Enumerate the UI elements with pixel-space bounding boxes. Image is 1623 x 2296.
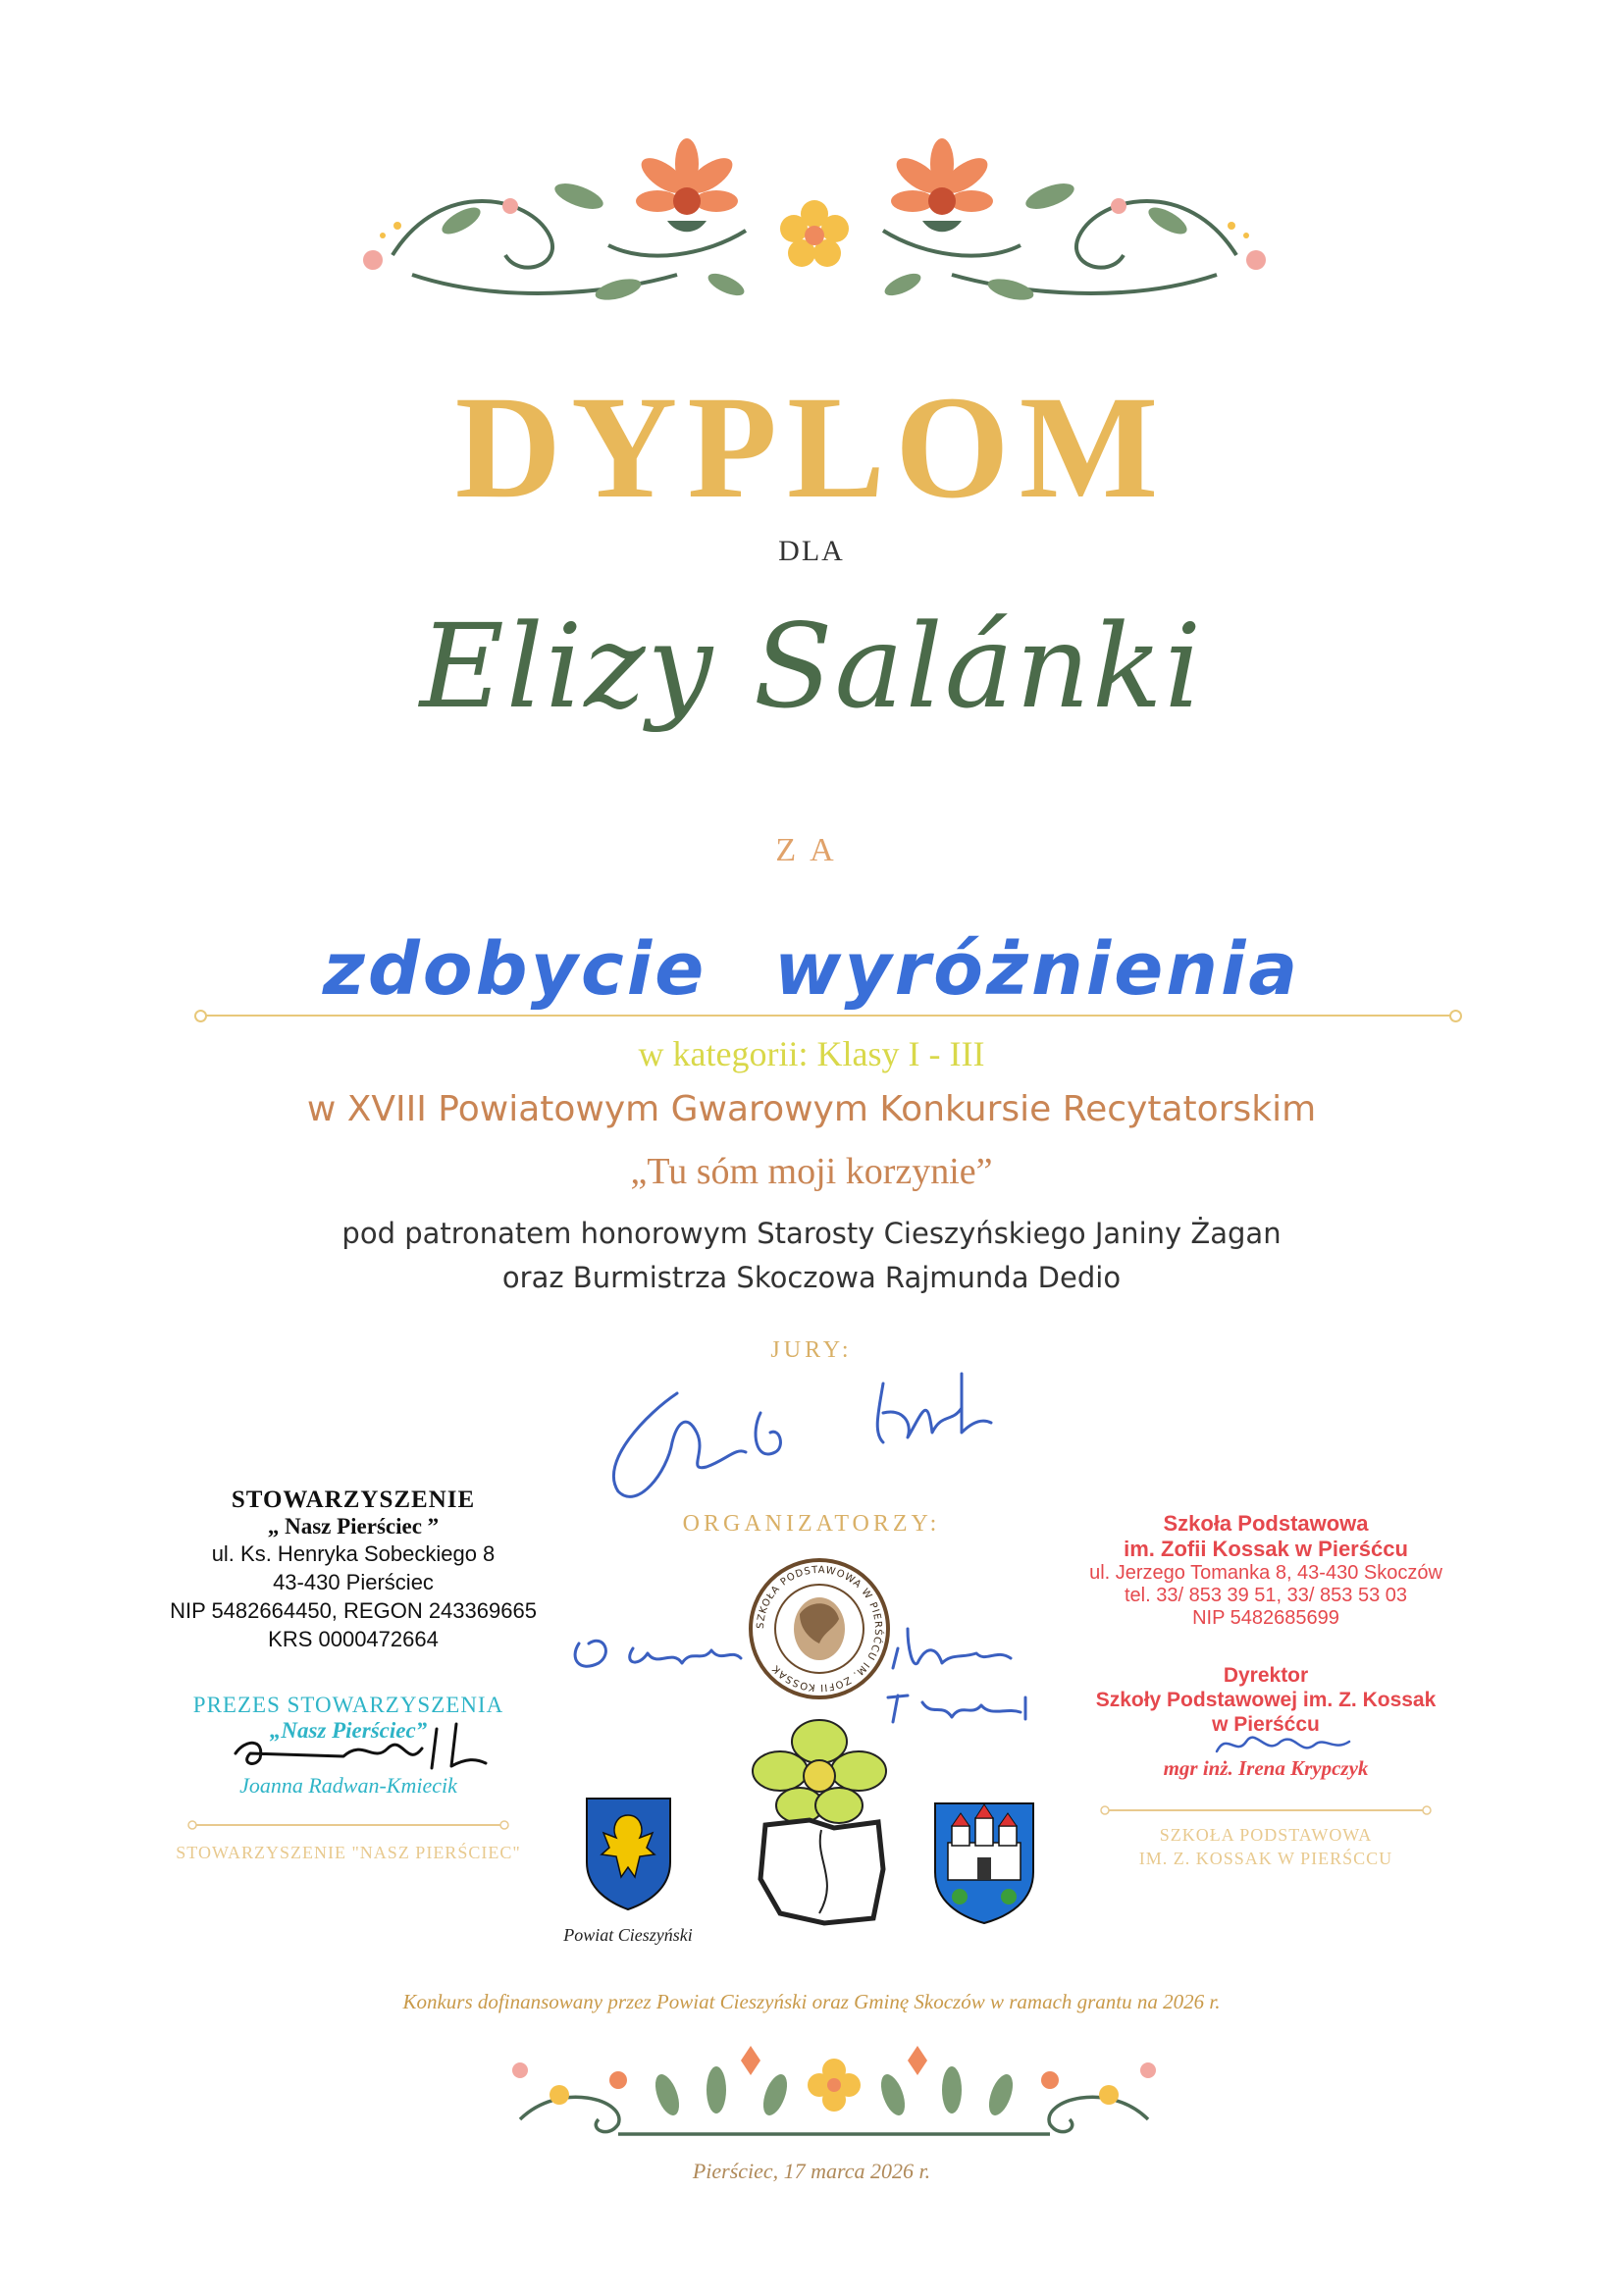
seal-text: SZKOŁA PODSTAWOWA W PIERŚĆCU IM. ZOFII KOSSAK (755, 1564, 884, 1694)
president-title: PREZES STOWARZYSZENIA (192, 1693, 504, 1717)
category-text: w kategorii: Klasy I - III (638, 1034, 985, 1073)
for-label: DLA (778, 535, 845, 567)
school-name-2: im. Zofii Kossak w Pierśćcu (1124, 1537, 1408, 1561)
president-signature (226, 1719, 510, 1778)
patronage-line-1: pod patronatem honorowym Starosty Cieszyńskiego Janiny Żagan (341, 1217, 1282, 1250)
association-krs: KRS 0000472664 (268, 1627, 439, 1651)
funding-note: Konkurs dofinansowany przez Powiat Cieszyński oraz Gminę Skoczów w ramach grantu na 2026 r. (402, 1990, 1221, 2013)
association-name-2: „ Nasz Pierściec ” (267, 1514, 440, 1539)
organizers-label: ORGANIZATORZY: (682, 1511, 941, 1537)
powiat-label: Powiat Cieszyński (563, 1925, 693, 1945)
achievement-handwritten: zdobycie wyróżnienia (322, 927, 1301, 1012)
school-stamp (1060, 1511, 1472, 1630)
association-footer-rule (186, 1820, 510, 1830)
director-title-1: Dyrektor (1223, 1664, 1309, 1687)
decorative-rule (206, 1015, 1450, 1017)
place-and-date: Pierściec, 17 marca 2026 r. (692, 2159, 931, 2183)
school-name-1: Szkoła Podstawowa (1163, 1511, 1369, 1536)
president-name: Joanna Radwan-Kmiecik (239, 1773, 457, 1798)
president-org: „Nasz Pierściec” (269, 1718, 428, 1743)
director-title-2: Szkoły Podstawowej im. Z. Kossak (1095, 1689, 1437, 1711)
school-footer (1079, 1823, 1452, 1870)
school-footer-line-1: SZKOŁA PODSTAWOWA (1159, 1825, 1373, 1845)
diploma-title: DYPLOM (454, 366, 1169, 529)
association-stamp (147, 1487, 559, 1653)
association-address-1: ul. Ks. Henryka Sobeckiego 8 (211, 1541, 496, 1566)
school-footer-line-2: IM. Z. KOSSAK W PIERŚCCU (1138, 1849, 1393, 1868)
jury-label: JURY: (770, 1337, 853, 1363)
powiat-coat-of-arms (582, 1794, 675, 1911)
director-title-3: w Pierśćcu (1212, 1713, 1320, 1736)
jury-signatures (589, 1354, 1040, 1521)
school-nip: NIP 5482685699 (1192, 1607, 1339, 1629)
school-address: ul. Jerzego Tomanka 8, 43-430 Skoczów (1089, 1562, 1442, 1584)
skoczow-coat-of-arms (930, 1799, 1038, 1926)
recipient-name: Elizy Salánki (419, 599, 1204, 734)
flower-logo (741, 1712, 898, 1938)
director-name: mgr inż. Irena Krypczyk (1163, 1756, 1369, 1780)
association-name: STOWARZYSZENIE (231, 1487, 476, 1513)
director-signature (1207, 1717, 1364, 1766)
association-address-2: 43-430 Pierściec (273, 1570, 434, 1594)
school-footer-rule (1099, 1805, 1433, 1815)
patronage-line-2: oraz Burmistrza Skoczowa Rajmunda Dedio (501, 1261, 1122, 1294)
for-what-label: ZA (775, 832, 848, 868)
bottom-floral-ornament (500, 2041, 1168, 2149)
contest-name: w XVIII Powiatowym Gwarowym Konkursie Recytatorskim (306, 1089, 1317, 1129)
association-ids: NIP 5482664450, REGON 243369665 (170, 1598, 537, 1623)
association-footer: STOWARZYSZENIE "NASZ PIERŚCIEC" (176, 1843, 521, 1862)
contest-motto: „Tu sóm moji korzynie” (630, 1151, 993, 1192)
top-floral-ornament (353, 137, 1276, 314)
school-phone: tel. 33/ 853 39 51, 33/ 853 53 03 (1124, 1585, 1408, 1606)
